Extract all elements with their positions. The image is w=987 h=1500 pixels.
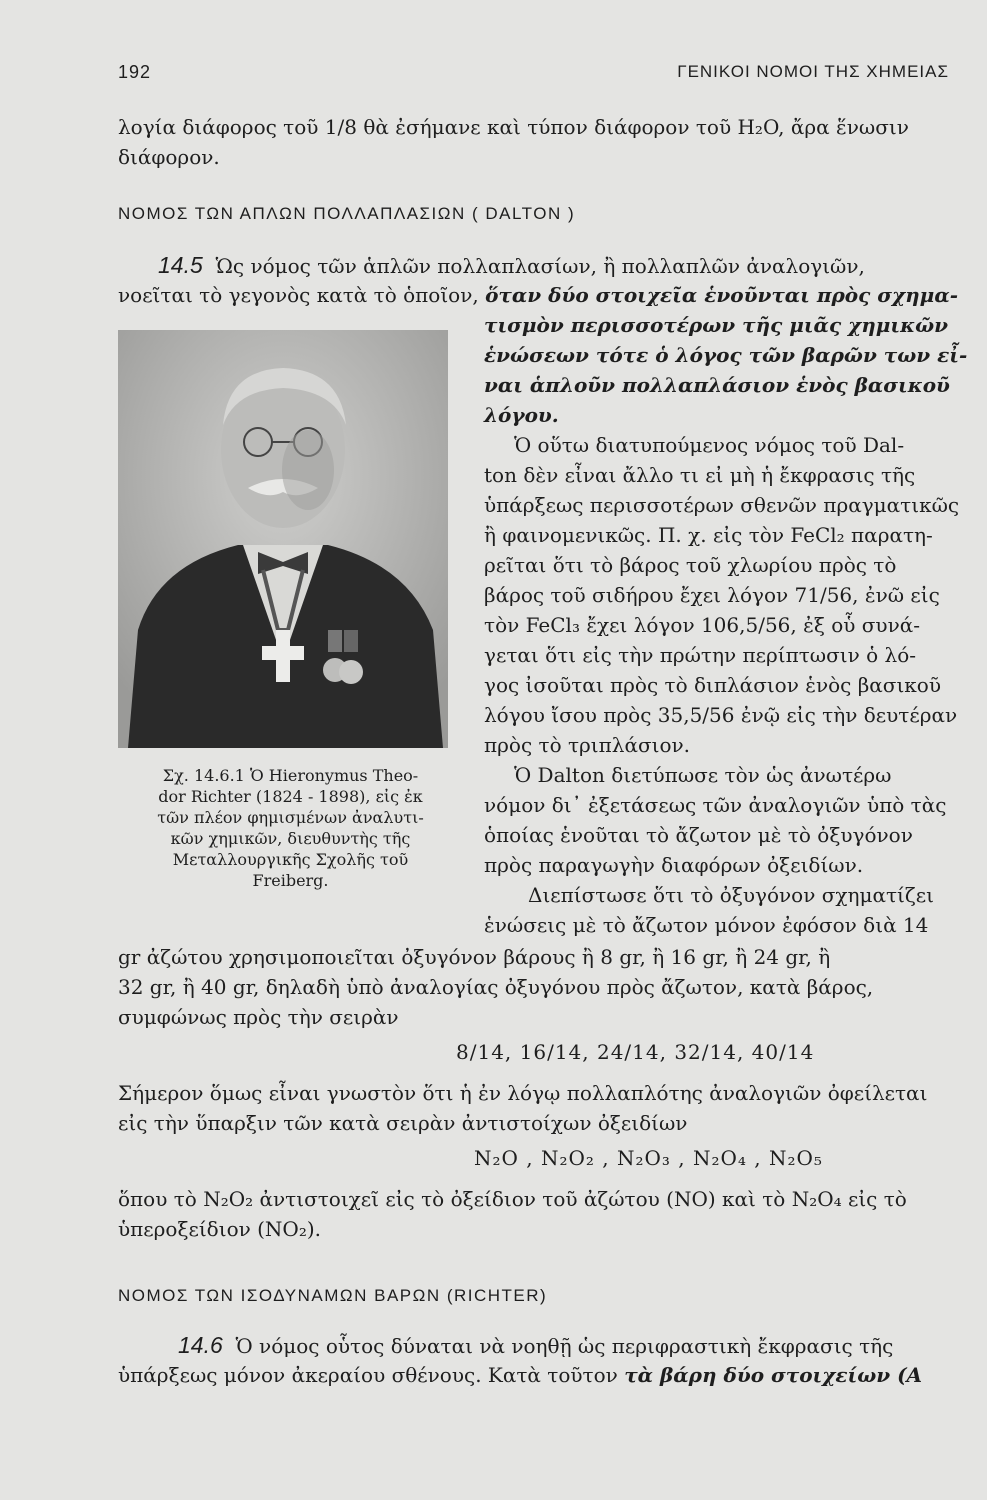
caption-line: dor Richter (1824 - 1898), εἰς ἐκ	[158, 787, 423, 806]
caption-line: Freiberg.	[252, 871, 329, 890]
caption-line: κῶν χημικῶν, διευθυντὴς τῆς	[170, 829, 411, 848]
para-2-line: γος ἰσοῦται πρὸς τὸ διπλάσιον ἑνὸς βασικοῦ	[484, 673, 941, 697]
caption-line: Μεταλλουργικῆς Σχολῆς τοῦ	[172, 850, 409, 869]
intro-line-1: λογία διάφορος τοῦ 1/8 θὰ ἐσήμανε καὶ τύπον διάφορον τοῦ H₂O, ἄρα ἕνωσιν	[118, 115, 909, 139]
para-2-line: λόγου ἴσου πρὸς 35,5/56 ἐνῷ εἰς τὴν δευτέραν	[484, 703, 958, 727]
para-4-line: Διεπίστωσε ὅτι τὸ ὀξυγόνον σχηματίζει	[528, 883, 934, 907]
para-4-full-line: 32 gr, ἢ 40 gr, δηλαδὴ ὑπὸ ἀναλογίας ὀξυγόνου πρὸς ἄζωτον, κατὰ βάρος,	[118, 975, 874, 999]
para-2-line: ἢ φαινομενικῶς. Π. χ. εἰς τὸν FeCl₂ παρατη-	[484, 523, 933, 547]
section-heading-dalton: ΝΟΜΟΣ ΤΩΝ ΑΠΛΩΝ ΠΟΛΛΑΠΛΑΣΙΩΝ ( DALTON )	[118, 204, 576, 223]
para-3-line: νόμον δι᾽ ἐξετάσεως τῶν ἀναλογιῶν ὑπὸ τὰς	[484, 793, 947, 817]
law-statement-line: ἑνώσεων τότε ὁ λόγος τῶν βαρῶν των εἶ-	[484, 343, 968, 367]
oxide-series: N₂O , N₂O₂ , N₂O₃ , N₂O₄ , N₂O₅	[474, 1146, 823, 1170]
richter-line-2-plain: ὑπάρξεως μόνον ἀκεραίου σθένους. Κατὰ τοῦτον	[118, 1363, 618, 1387]
intro-line-2: διάφορον.	[118, 145, 220, 169]
law-statement-line: λόγου.	[484, 403, 559, 427]
para-4-full-line: gr ἀζώτου χρησιμοποιεῖται ὀξυγόνον βάρους ἢ 8 gr, ἢ 16 gr, ἢ 24 gr, ἢ	[118, 945, 831, 969]
richter-law-statement-start: τὰ βάρη δύο στοιχείων (Α	[624, 1363, 923, 1387]
section-number: 14.6	[178, 1332, 223, 1358]
para-2-line: ton δὲν εἶναι ἄλλο τι εἰ μὴ ἡ ἔκφρασις τῆς	[484, 463, 916, 487]
dalton-para-1-line-2	[118, 280, 958, 310]
portrait-image	[118, 330, 448, 748]
caption-line: τῶν πλέον φημισμένων ἀναλυτι-	[157, 808, 424, 827]
para-6-line: ὑπεροξείδιον (NO₂).	[118, 1217, 321, 1241]
richter-para-line-1	[178, 1330, 893, 1361]
para-4-line: ἑνώσεις μὲ τὸ ἄζωτον μόνον ἐφόσον διὰ 14	[484, 913, 929, 937]
para-2-line: τὸν FeCl₃ ἔχει λόγον 106,5/56, ἐξ οὗ συνά-	[484, 613, 921, 637]
caption-line: Σχ. 14.6.1 Ὁ Hieronymus Theo-	[162, 766, 419, 785]
law-statement-line: τισμὸν περισσοτέρων τῆς μιᾶς χημικῶν	[484, 313, 949, 337]
para-2-line: ὑπάρξεως περισσοτέρων σθενῶν πραγματικῶς	[484, 493, 960, 517]
para-3-line: πρὸς παραγωγὴν διαφόρων ὀξειδίων.	[484, 853, 864, 877]
para-2-line: ρεῖται ὅτι τὸ βάρος τοῦ χλωρίου πρὸς τὸ	[484, 553, 897, 577]
para-3-line: Ὁ Dalton διετύπωσε τὸν ὡς ἀνωτέρω	[514, 763, 892, 787]
page-number: 192	[118, 62, 152, 82]
section-number: 14.5	[158, 252, 203, 278]
para-4-full-line: συμφώνως πρὸς τὴν σειρὰν	[118, 1005, 399, 1029]
para-2-line: βάρος τοῦ σιδήρου ἔχει λόγον 71/56, ἐνῶ εἰς	[484, 583, 940, 607]
para-2-line: πρὸς τὸ τριπλάσιον.	[484, 733, 691, 757]
para-5-line: Σήμερον ὅμως εἶναι γνωστὸν ὅτι ἡ ἐν λόγῳ πολλαπλότης ἀναλογιῶν ὀφείλεται	[118, 1081, 928, 1105]
law-statement-line: ναι ἁπλοῦν πολλαπλάσιον ἑνὸς βασικοῦ	[484, 373, 950, 397]
section-heading-richter: ΝΟΜΟΣ ΤΩΝ ΙΣΟΔΥΝΑΜΩΝ ΒΑΡΩΝ (RICHTER)	[118, 1286, 548, 1305]
para-2-line: γεται ὅτι εἰς τὴν πρώτην περίπτωσιν ὁ λό-	[484, 643, 916, 667]
richter-para-line-2	[118, 1360, 922, 1390]
richter-line-1-text: Ὁ νόμος οὗτος δύναται νὰ νοηθῇ ὡς περιφραστικὴ ἔκφρασις τῆς	[235, 1334, 894, 1358]
figure-caption	[118, 765, 463, 891]
dalton-law-statement-start: ὅταν δύο στοιχεῖα ἑνοῦνται πρὸς σχημα-	[485, 283, 959, 307]
dalton-line-2-plain: νοεῖται τὸ γεγονὸς κατὰ τὸ ὁποῖον,	[118, 283, 479, 307]
running-title: ΓΕΝΙΚΟΙ ΝΟΜΟΙ ΤΗΣ ΧΗΜΕΙΑΣ	[677, 62, 949, 81]
para-3-line: ὁποίας ἑνοῦται τὸ ἄζωτον μὲ τὸ ὀξυγόνον	[484, 823, 913, 847]
dalton-para-1-line-1	[158, 250, 865, 281]
para-2-line: Ὁ οὕτω διατυπούμενος νόμος τοῦ Dal-	[514, 433, 905, 457]
para-5-line: εἰς τὴν ὕπαρξιν τῶν κατὰ σειρὰν ἀντιστοίχων ὀξειδίων	[118, 1111, 688, 1135]
richter-portrait-photo	[118, 330, 448, 748]
para-6-line: ὅπου τὸ N₂O₂ ἀντιστοιχεῖ εἰς τὸ ὀξείδιον τοῦ ἀζώτου (NO) καὶ τὸ N₂O₄ εἰς τὸ	[118, 1187, 907, 1211]
dalton-line-1-text: Ὡς νόμος τῶν ἁπλῶν πολλαπλασίων, ἢ πολλαπλῶν ἀναλογιῶν,	[215, 254, 865, 278]
ratio-series: 8/14, 16/14, 24/14, 32/14, 40/14	[456, 1040, 815, 1064]
